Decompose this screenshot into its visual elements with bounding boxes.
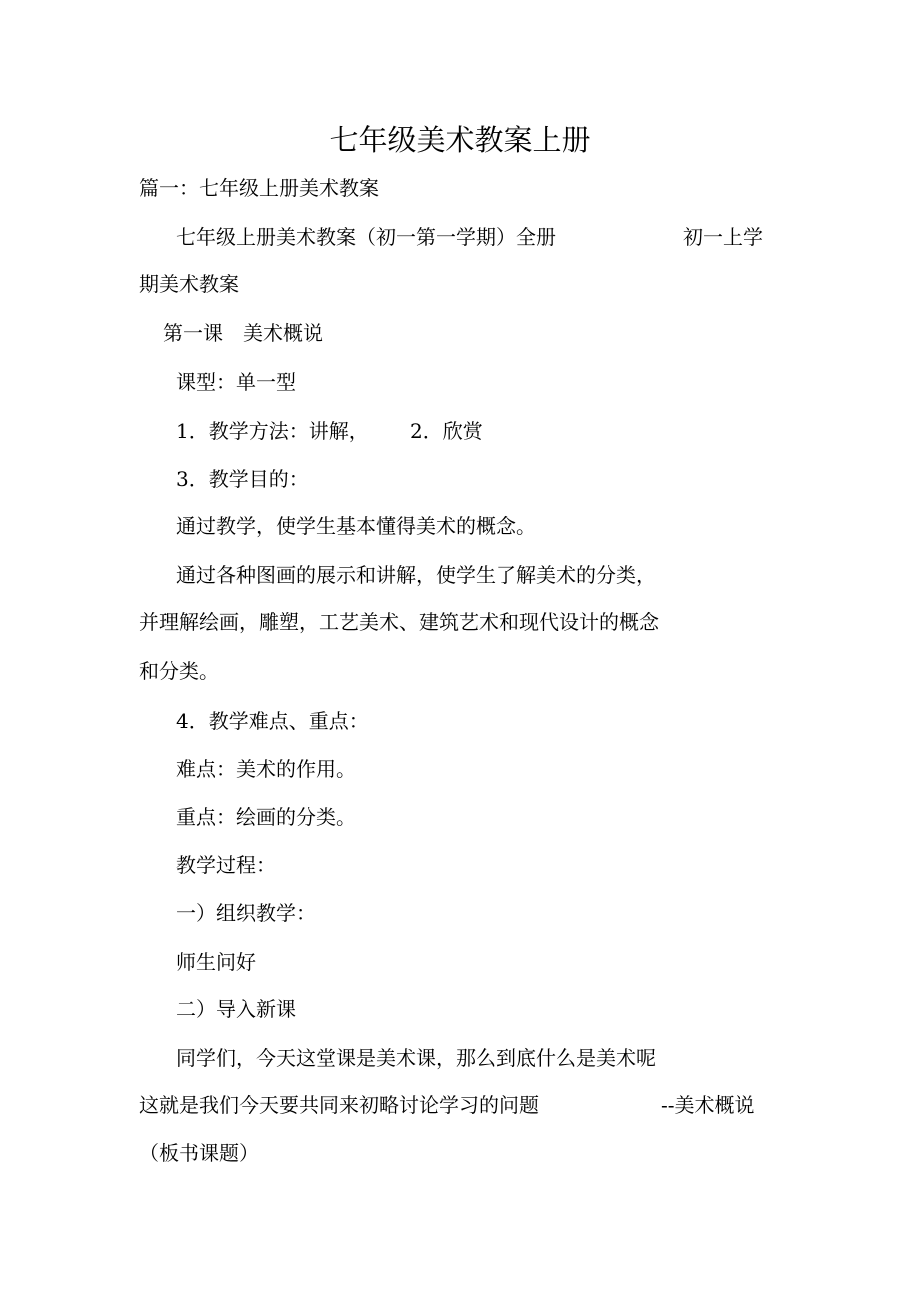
step-1-content: 师生问好	[176, 950, 256, 974]
teaching-method-2: 2．欣赏	[410, 419, 483, 443]
lesson-title: 第一课 美术概说	[163, 321, 323, 345]
section-heading: 篇一：七年级上册美术教案	[139, 176, 379, 200]
key-point-text: 重点：绘画的分类。	[176, 805, 356, 829]
goal-paragraph-2-line-3: 和分类。	[139, 659, 219, 683]
goal-heading: 3．教学目的：	[176, 467, 309, 491]
difficulty-text: 难点：美术的作用。	[176, 757, 356, 781]
teaching-method-1: 1．教学方法：讲解，	[176, 419, 369, 443]
intro-line-1: 同学们，今天这堂课是美术课，那么到底什么是美术呢	[176, 1046, 656, 1070]
goal-paragraph-2-line-1: 通过各种图画的展示和讲解，使学生了解美术的分类，	[176, 563, 656, 587]
document-title: 七年级美术教案上册	[329, 123, 591, 157]
process-heading: 教学过程：	[176, 853, 276, 877]
step-1-heading: 一）组织教学：	[176, 901, 316, 925]
subtitle-line-1-left: 七年级上册美术教案（初一第一学期）全册	[176, 225, 556, 249]
step-2-heading: 二）导入新课	[176, 997, 296, 1021]
intro-line-3: （板书课题）	[139, 1141, 259, 1165]
intro-line-2-right: --美术概说	[661, 1093, 755, 1117]
goal-paragraph-2-line-2: 并理解绘画，雕塑，工艺美术、建筑艺术和现代设计的概念	[139, 610, 659, 634]
goal-paragraph-1: 通过教学，使学生基本懂得美术的概念。	[176, 514, 536, 538]
subtitle-line-1-right: 初一上学	[683, 225, 763, 249]
lesson-type: 课型：单一型	[176, 370, 296, 394]
intro-line-2-left: 这就是我们今天要共同来初略讨论学习的问题	[139, 1093, 539, 1117]
subtitle-line-2: 期美术教案	[139, 272, 239, 296]
difficulty-heading: 4．教学难点、重点：	[176, 709, 369, 733]
